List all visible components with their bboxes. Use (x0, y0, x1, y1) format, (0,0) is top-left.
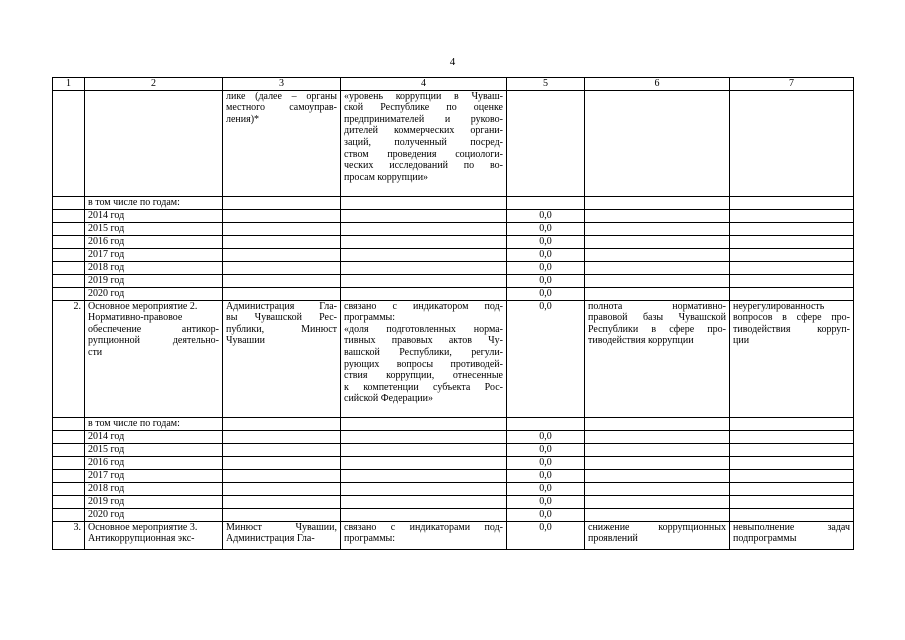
subheader-row (53, 417, 854, 430)
header-row (53, 78, 854, 91)
cell-num (53, 495, 85, 508)
text-line: публики, Минюст (226, 323, 337, 335)
text-line: к компетенции субъекта Рос- (344, 381, 503, 393)
year-row (53, 274, 854, 287)
year-row (53, 209, 854, 222)
measure-executor (223, 300, 341, 417)
cell-num (53, 248, 85, 261)
cell-result (585, 508, 730, 521)
cell-result (585, 261, 730, 274)
cell-value (507, 196, 585, 209)
text-line: Основное мероприятие 2. (88, 300, 198, 312)
cell-value (507, 417, 585, 430)
text-line: обеспечение антикор- (88, 323, 219, 335)
cell-executor (223, 482, 341, 495)
cell-risk (730, 482, 854, 495)
cell-indicator (341, 235, 507, 248)
text-line: Администрация Гла- (226, 300, 337, 312)
cell-num (53, 508, 85, 521)
cell-indicator (341, 209, 507, 222)
year-label: 2020 год (85, 287, 223, 300)
cell-risk (730, 235, 854, 248)
cell-executor (223, 508, 341, 521)
cell-executor (223, 274, 341, 287)
year-label: 2015 год (85, 443, 223, 456)
cell-num (53, 222, 85, 235)
cell-executor (223, 90, 341, 196)
text-line: программы: (344, 533, 396, 545)
text-line: «уровень коррупции в Чуваш- (344, 90, 503, 102)
year-row (53, 430, 854, 443)
year-value: 0,0 (507, 430, 585, 443)
text-line: Администрация Гла- (226, 533, 315, 545)
year-label: 2017 год (85, 469, 223, 482)
year-label: 2018 год (85, 482, 223, 495)
header-cell-7: 7 (730, 78, 854, 91)
cell-risk (730, 495, 854, 508)
cell-result (585, 456, 730, 469)
year-value: 0,0 (507, 508, 585, 521)
cell-risk (730, 508, 854, 521)
measure-row-2 (53, 300, 854, 417)
cell-indicator (341, 456, 507, 469)
cell-num (53, 209, 85, 222)
cell-risk (730, 417, 854, 430)
cell-risk (730, 430, 854, 443)
year-label: 2014 год (85, 430, 223, 443)
measure-executor (223, 521, 341, 549)
text-line: предпринимателей и руково- (344, 113, 503, 125)
text-line: ции (733, 335, 750, 347)
cell-executor (223, 495, 341, 508)
year-label: 2019 год (85, 274, 223, 287)
cell-indicator (341, 196, 507, 209)
measure-indicator (341, 521, 507, 549)
cell-risk (730, 469, 854, 482)
year-row (53, 456, 854, 469)
cell-num (53, 287, 85, 300)
cell-executor (223, 469, 341, 482)
year-row (53, 443, 854, 456)
cell-result (585, 417, 730, 430)
text-line: вопросов в сфере про- (733, 312, 850, 324)
cell-executor (223, 235, 341, 248)
subheader-row (53, 196, 854, 209)
cell-indicator (341, 261, 507, 274)
text-line: неурегулированность (733, 300, 825, 312)
measure-risk (730, 521, 854, 549)
cell-indicator (341, 482, 507, 495)
text-line: дителей коммерческих органи- (344, 125, 503, 137)
cell-result (585, 222, 730, 235)
cell-indicator (341, 469, 507, 482)
measure-title (85, 300, 223, 417)
cell-risk (730, 209, 854, 222)
cell-indicator (341, 90, 507, 196)
measure-title (85, 521, 223, 549)
text-line: ской Республике по оценке (344, 102, 503, 114)
year-value: 0,0 (507, 274, 585, 287)
cell-num (53, 196, 85, 209)
cell-executor (223, 222, 341, 235)
cell-risk (730, 196, 854, 209)
cell-indicator (341, 287, 507, 300)
cell-num (53, 430, 85, 443)
text-line: просам коррупции» (344, 171, 429, 183)
text-line: вашской Республики, регули- (344, 346, 503, 358)
year-value: 0,0 (507, 209, 585, 222)
text-line: тиводействия коррупции (588, 335, 694, 347)
year-label: 2016 год (85, 235, 223, 248)
year-value: 0,0 (507, 222, 585, 235)
including-by-years-label: в том числе по годам: (85, 196, 223, 209)
cell-indicator (341, 222, 507, 235)
measure-result (585, 521, 730, 549)
text-line: лике (далее – органы (226, 90, 337, 102)
year-value: 0,0 (507, 456, 585, 469)
cell-executor (223, 248, 341, 261)
header-cell-3: 3 (223, 78, 341, 91)
measure-row-3 (53, 521, 854, 549)
text-line: рующих вопросы противодей- (344, 358, 503, 370)
cell-risk (730, 248, 854, 261)
program-table (52, 77, 854, 550)
cell-risk (730, 287, 854, 300)
year-value: 0,0 (507, 495, 585, 508)
text-line: «доля подготовленных норма- (344, 323, 503, 335)
year-value: 0,0 (507, 469, 585, 482)
year-value: 0,0 (507, 261, 585, 274)
header-cell-6: 6 (585, 78, 730, 91)
cell-indicator (341, 417, 507, 430)
measure-value: 0,0 (507, 521, 585, 549)
year-label: 2014 год (85, 209, 223, 222)
measure-result (585, 300, 730, 417)
year-value: 0,0 (507, 248, 585, 261)
year-row (53, 235, 854, 248)
year-row (53, 222, 854, 235)
cell-executor (223, 417, 341, 430)
cell-num (53, 417, 85, 430)
text-line: программы: (344, 312, 396, 324)
cell-indicator (341, 274, 507, 287)
cell-result (585, 196, 730, 209)
cell-indicator (341, 508, 507, 521)
cell-executor (223, 430, 341, 443)
cell-executor (223, 443, 341, 456)
text-line: тиводействия корруп- (733, 323, 850, 335)
text-line: подпрограммы (733, 533, 797, 545)
cell-executor (223, 456, 341, 469)
cell-risk (730, 261, 854, 274)
cell-executor (223, 209, 341, 222)
cell-result (585, 287, 730, 300)
year-label: 2019 год (85, 495, 223, 508)
measure-indicator (341, 300, 507, 417)
including-by-years-label: в том числе по годам: (85, 417, 223, 430)
text-line: полнота нормативно- (588, 300, 726, 312)
cell-risk (730, 456, 854, 469)
year-label: 2020 год (85, 508, 223, 521)
cell-num (53, 456, 85, 469)
page-number: 4 (449, 56, 456, 68)
measure-risk (730, 300, 854, 417)
cell-result (585, 430, 730, 443)
measure-number: 3. (53, 521, 85, 549)
text-line: снижение коррупционных (588, 521, 726, 533)
cell-indicator (341, 495, 507, 508)
text-line: Антикоррупционная экс- (88, 533, 195, 545)
year-row (53, 287, 854, 300)
text-line: Минюст Чувашии, (226, 521, 337, 533)
year-value: 0,0 (507, 443, 585, 456)
cell-result (585, 248, 730, 261)
year-label: 2015 год (85, 222, 223, 235)
cell-value (507, 90, 585, 196)
cell-risk (730, 90, 854, 196)
text-line: Нормативно-правовое (88, 312, 183, 324)
cell-result (585, 443, 730, 456)
cell-risk (730, 274, 854, 287)
cell-result (585, 90, 730, 196)
header-cell-1: 1 (53, 78, 85, 91)
year-label: 2018 год (85, 261, 223, 274)
cell-risk (730, 222, 854, 235)
year-row (53, 261, 854, 274)
year-row (53, 508, 854, 521)
measure-number: 2. (53, 300, 85, 417)
cell-measure (85, 90, 223, 196)
text-line: связано с индикатором под- (344, 300, 503, 312)
cell-result (585, 235, 730, 248)
text-line: рупционной деятельно- (88, 335, 219, 347)
year-label: 2016 год (85, 456, 223, 469)
text-line: заций, полученный посред- (344, 136, 503, 148)
cell-indicator (341, 443, 507, 456)
cell-num (53, 261, 85, 274)
year-value: 0,0 (507, 235, 585, 248)
cell-result (585, 482, 730, 495)
year-row (53, 495, 854, 508)
text-line: невыполнение задач (733, 521, 850, 533)
measure-value: 0,0 (507, 300, 585, 417)
text-line: ством проведения социологи- (344, 148, 503, 160)
header-cell-4: 4 (341, 78, 507, 91)
text-line: местного самоуправ- (226, 102, 337, 114)
cell-executor (223, 287, 341, 300)
text-line: Республики в сфере про- (588, 323, 726, 335)
text-line: проявлений (588, 533, 638, 545)
text-line: связано с индикаторами под- (344, 521, 503, 533)
cell-num (53, 443, 85, 456)
text-line: правовой базы Чувашской (588, 312, 726, 324)
text-line: сийской Федерации» (344, 393, 434, 405)
year-value: 0,0 (507, 287, 585, 300)
text-line: ствия коррупции, отнесенные (344, 370, 503, 382)
text-line: сти (88, 346, 103, 358)
text-line: Чувашии (226, 335, 265, 347)
cell-num (53, 90, 85, 196)
year-label: 2017 год (85, 248, 223, 261)
header-cell-5: 5 (507, 78, 585, 91)
cell-num (53, 235, 85, 248)
year-row (53, 248, 854, 261)
cell-executor (223, 261, 341, 274)
cell-indicator (341, 430, 507, 443)
table-row (53, 90, 854, 196)
cell-num (53, 469, 85, 482)
text-line: тивных правовых актов Чу- (344, 335, 503, 347)
cell-executor (223, 196, 341, 209)
cell-result (585, 209, 730, 222)
cell-num (53, 274, 85, 287)
year-value: 0,0 (507, 482, 585, 495)
cell-indicator (341, 248, 507, 261)
year-row (53, 482, 854, 495)
year-row (53, 469, 854, 482)
cell-risk (730, 443, 854, 456)
header-cell-2: 2 (85, 78, 223, 91)
cell-result (585, 274, 730, 287)
text-line: ческих исследований по во- (344, 160, 503, 172)
cell-result (585, 495, 730, 508)
text-line: Основное мероприятие 3. (88, 521, 198, 533)
cell-result (585, 469, 730, 482)
text-line: ления)* (226, 113, 260, 125)
cell-num (53, 482, 85, 495)
text-line: вы Чувашской Рес- (226, 312, 337, 324)
